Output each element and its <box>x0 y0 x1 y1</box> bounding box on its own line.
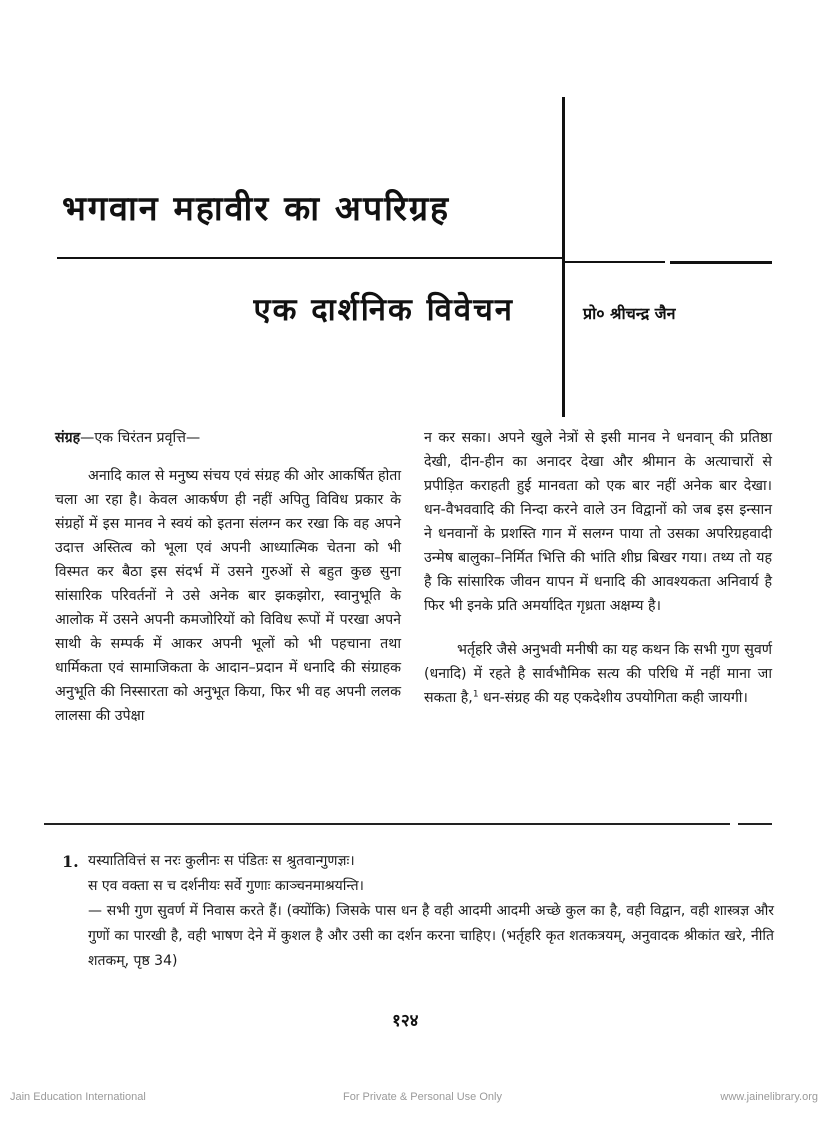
footer-usage-note: For Private & Personal Use Only <box>343 1091 502 1103</box>
body-column-right <box>424 426 772 710</box>
article-subtitle: एक दार्शनिक विवेचन <box>253 292 514 328</box>
author-name: प्रो० श्रीचन्द्र जैन <box>583 304 676 323</box>
section-heading-keyword: संग्रह <box>55 430 81 446</box>
footer-website-link[interactable]: www.jainelibrary.org <box>720 1091 818 1103</box>
paragraph-text: भर्तृहरि जैसे अनुभवी मनीषी का यह कथन कि सभी गुण सुवर्ण (धनादि) में रहते है सार्वभौमिक सत्य की परिधि में नहीं माना जा सकता है, <box>424 642 772 706</box>
footnote-separator-end <box>738 823 772 825</box>
section-heading <box>55 426 401 450</box>
body-paragraph-with-reference <box>424 638 772 710</box>
footnote-verse-line: यस्यातिवित्तं स नरः कुलीनः स पंडितः स श्रुतवान्गुणज्ञः। <box>88 853 355 869</box>
footnote-item <box>62 849 774 974</box>
footnote-reference[interactable]: 1 <box>472 689 479 700</box>
footnote-number: 1. <box>62 852 79 871</box>
article-title: भगवान महावीर का अपरिग्रह <box>62 189 451 229</box>
title-divider-right-a <box>565 261 665 263</box>
page-number: १२४ <box>392 1011 419 1031</box>
body-column-left <box>55 426 401 728</box>
header-vertical-divider <box>562 97 565 417</box>
footer-publisher: Jain Education International <box>10 1091 146 1103</box>
footnote-verse-line: स एव वक्ता स च दर्शनीयः सर्वे गुणाः काञ्चनमाश्रयन्ति। <box>88 878 364 894</box>
footnote-block <box>62 849 774 974</box>
footnote-body <box>88 849 774 974</box>
footnote-separator <box>44 823 730 825</box>
title-divider-left <box>57 257 562 259</box>
title-divider-right-b <box>670 261 772 264</box>
body-paragraph: अनादि काल से मनुष्य संचय एवं संग्रह की ओर आकर्षित होता चला आ रहा है। केवल आकर्षण ही नहीं अपितु विविध प्रकार के संग्रहों में इस मानव ने स्वयं को इतना संलग्न कर रखा कि वह अपने उदात्त अस्तित्व को भूला एवं अपनी आध्यात्मिक चेतना को भी विस्मत कर बैठा इस संदर्भ में उसने गुरुओं से बहुत कुछ सुना सांसारिक परिवर्तनों ने उसे अनेक बार झकझोरा, स्वानुभूति के आलोक में उसने अपनी कमजोरियों को विविध रूपों में परखा अपने साथी के सम्पर्क में आकर अपनी भूलों को भी पहचाना तथा धार्मिकता एवं सामाजिकता के आदान–प्रदान में धनादि की संग्राहक अनुभूति की निस्सारता को अनुभूत किया, फिर भी वह अपनी ललक लालसा की उपेक्षा <box>55 468 402 724</box>
body-paragraph: न कर सका। अपने खुले नेत्रों से इसी मानव ने धनवान् की प्रतिष्ठा देखी, दीन-हीन का अनादर देखा और श्रीमान के अत्याचारों से प्रपीड़ित कराहती हुई मानवता को एक बार नहीं अनेक बार देखा। धन-वैभववादि की निन्दा करने वाले उन विद्वानों को जब इस इन्सान ने धनवानों के प्रशस्ति गान में सलग्न पाया तो उसका अपरिग्रहवादी उन्मेष बालुका–निर्मित भित्ति की भांति शीघ्र बिखर गया। तथ्य तो यह है कि सांसारिक जीवन यापन में धनादि की आवश्यकता अनिवार्य है फिर भी इनके प्रति अमर्यादित गृध्रता अक्षम्य है। <box>424 430 772 614</box>
footnote-translation: — सभी गुण सुवर्ण में निवास करते हैं। (क्योंकि) जिसके पास धन है वही आदमी आदमी अच्छे कुल का है, वही विद्वान, वही शास्त्रज्ञ और गुणों का पारखी है, वही भाषण देने में कुशल है और उसी का दर्शन करना चाहिए। (भर्तृहरि कृत शतकत्रयम्, अनुवादक श्रीकांत खरे, नीति शतकम्, पृष्ठ 34) <box>88 903 774 969</box>
section-heading-text: —एक चिरंतन प्रवृत्ति— <box>80 430 201 446</box>
paragraph-text: धन-संग्रह की यह एकदेशीय उपयोगिता कही जायगी। <box>478 690 748 706</box>
